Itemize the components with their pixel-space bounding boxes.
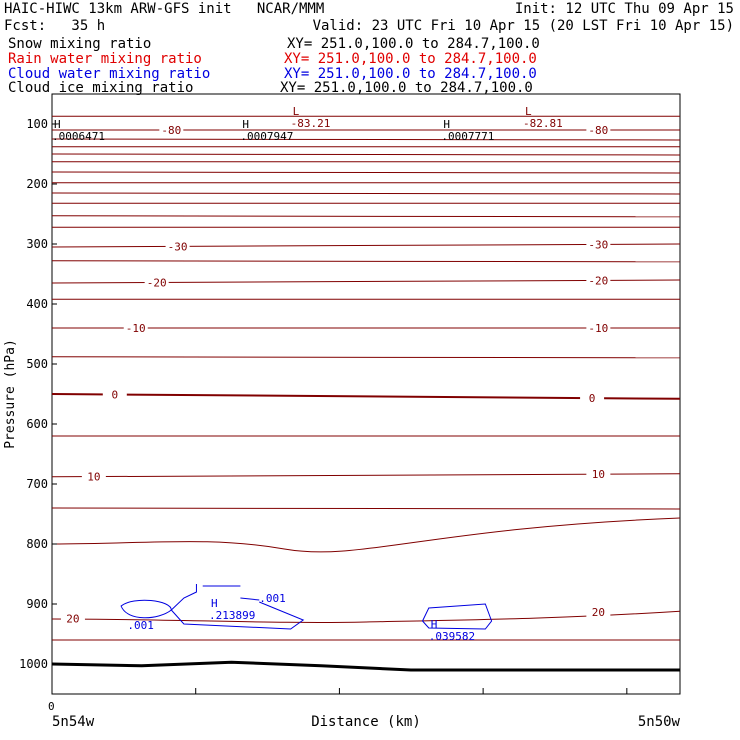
isotherm--30 xyxy=(52,244,680,247)
isotherm-label-left-0: 0 xyxy=(111,388,119,402)
extremum-value: .213899 xyxy=(209,609,256,622)
init-time: Init: 12 UTC Thu 09 Apr 15 xyxy=(514,1,734,17)
field-rain-label: Rain water mixing ratio xyxy=(8,51,202,67)
extremum-value: .039582 xyxy=(428,630,476,643)
field-cloudwater-label: Cloud water mixing ratio xyxy=(8,66,211,82)
title-left: HAIC-HIWC 13km ARW-GFS init NCAR/MMM xyxy=(4,1,325,17)
isotherm-label-left--10: -10 xyxy=(125,322,146,335)
isotherm-line xyxy=(52,193,680,194)
y-tick-label-600: 600 xyxy=(26,417,48,431)
extremum-H-marker: H xyxy=(443,118,450,132)
extremum-value: -82.81 xyxy=(523,117,563,130)
y-tick-label-1000: 1000 xyxy=(19,657,48,671)
extremum-H-marker: H xyxy=(430,618,438,631)
isotherm-label-right-20: 20 xyxy=(591,606,605,620)
isotherm-line xyxy=(52,154,680,155)
isotherm-line xyxy=(52,216,680,217)
y-tick-label-700: 700 xyxy=(26,477,48,491)
cloud-water-contour-label: .001 xyxy=(127,619,154,632)
y-axis-label: Pressure (hPa) xyxy=(3,339,18,449)
forecast-hour: Fcst: 35 h xyxy=(4,18,106,34)
y-tick-label-300: 300 xyxy=(26,237,48,251)
x-zero-label: 0 xyxy=(48,700,55,713)
y-tick-label-200: 200 xyxy=(26,177,48,191)
field-snow-xy: XY= 251.0,100.0 to 284.7,100.0 xyxy=(287,36,540,52)
field-rain-xy: XY= 251.0,100.0 to 284.7,100.0 xyxy=(284,51,537,67)
field-cloudwater-xy: XY= 251.0,100.0 to 284.7,100.0 xyxy=(284,66,537,82)
isotherm-label-right-10: 10 xyxy=(591,468,605,482)
extremum-value: .0006471 xyxy=(52,130,105,144)
isotherm-label-left--80: -80 xyxy=(161,124,182,137)
cloud-water-contour xyxy=(121,600,171,618)
field-cloudice-label: Cloud ice mixing ratio xyxy=(8,80,194,96)
y-tick-label-100: 100 xyxy=(26,117,48,131)
valid-time: Valid: 23 UTC Fri 10 Apr 15 (20 LST Fri 10 Apr 15) xyxy=(312,18,734,34)
isotherm-line xyxy=(52,508,680,509)
isotherm-label-right--20: -20 xyxy=(588,274,609,288)
extremum-H-marker: H xyxy=(242,118,250,132)
isotherm-10 xyxy=(52,474,680,477)
x-end-label: 5n50w xyxy=(637,714,680,730)
isotherm-label-right--80: -80 xyxy=(588,124,609,137)
field-snow-label: Snow mixing ratio xyxy=(8,36,152,52)
surface-line xyxy=(52,662,680,670)
isotherm-label-right--10: -10 xyxy=(588,322,609,335)
y-tick-label-900: 900 xyxy=(26,597,48,611)
extremum-value: .0007771 xyxy=(441,130,495,144)
y-tick-label-500: 500 xyxy=(26,357,48,371)
field-cloudice-xy: XY= 251.0,100.0 to 284.7,100.0 xyxy=(280,80,533,96)
isotherm-line xyxy=(52,172,680,173)
y-tick-label-400: 400 xyxy=(26,297,48,311)
isotherm-label-right--30: -30 xyxy=(588,238,609,252)
extremum-L-marker: L xyxy=(525,105,532,118)
x-start-label: 5n54w xyxy=(52,714,95,730)
x-axis-label: Distance (km) xyxy=(311,714,421,730)
extremum-H-marker: H xyxy=(54,118,61,132)
extremum-value: .0007947 xyxy=(240,130,294,144)
isotherm-line xyxy=(52,261,680,262)
extremum-value: -83.21 xyxy=(290,117,331,130)
cloud-water-contour-label: .001 xyxy=(259,592,286,605)
extremum-H-marker: H xyxy=(211,597,218,610)
isotherm-line xyxy=(52,139,680,140)
extremum-L-marker: L xyxy=(292,105,300,118)
isotherm-label-right-0: 0 xyxy=(588,392,596,406)
isotherm-label-left--20: -20 xyxy=(146,276,167,290)
isotherm-line xyxy=(52,357,680,358)
isotherm-label-left-20: 20 xyxy=(66,612,80,626)
isotherm-label-left-10: 10 xyxy=(87,470,101,484)
y-tick-label-800: 800 xyxy=(26,537,48,551)
isotherm-wavy xyxy=(52,518,680,552)
isotherm-label-left--30: -30 xyxy=(167,240,188,254)
